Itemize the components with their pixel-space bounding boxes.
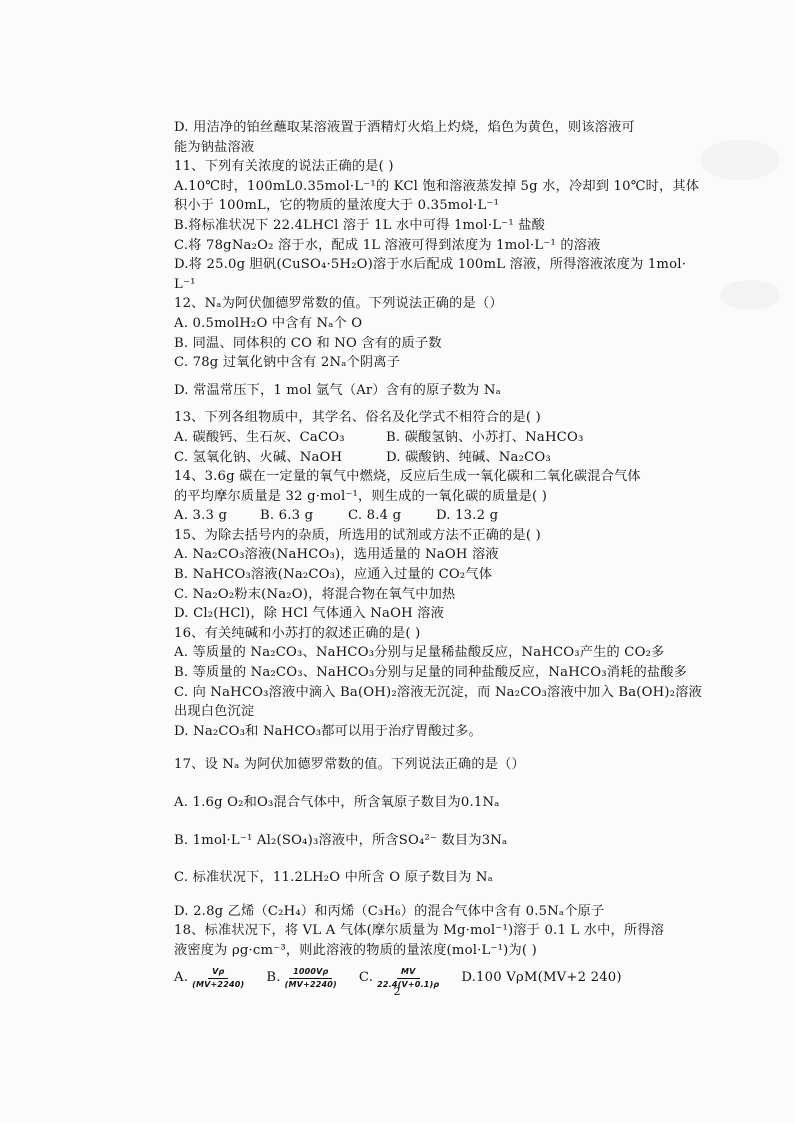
text-line: D. Cl₂(HCl)，除 HCl 气体通入 NaOH 溶液 [174, 606, 444, 622]
text-line: D. 用洁净的铂丝蘸取某溶液置于酒精灯火焰上灼烧，焰色为黄色，则该溶液可 [174, 120, 635, 135]
text-line: 液密度为 ρg·cm⁻³，则此溶液的物质的量浓度(mol·L⁻¹)为( ) [174, 942, 537, 958]
question-14: 14、3.6g 碳在一定量的氧气中燃烧，反应后生成一氧化碳和二氧化碳混合气体 [174, 469, 641, 485]
question-15: 15、为除去括号内的杂质，所选用的试剂或方法不正确的是( ) [174, 527, 541, 543]
text-line: 能为钠盐溶液 [174, 139, 255, 155]
option-d: D. 13.2 g [436, 508, 499, 524]
question-12: 12、Nₐ为阿伏伽德罗常数的值。下列说法正确的是（） [174, 296, 503, 312]
text-line: 积小于 100mL，它的物质的量浓度大于 0.35mol·L⁻¹ [174, 198, 500, 214]
text-line: A.10℃时，100mL0.35mol·L⁻¹的 KCl 饱和溶液蒸发掉 5g 水，冷却到 10℃时，其体 [174, 178, 700, 194]
text-line: B.将标准状况下 22.4LHCl 溶于 1L 水中可得 1mol·L⁻¹ 盐酸 [174, 217, 545, 233]
numerator: Vρ [208, 967, 228, 979]
option-a: A. 3.3 g [174, 508, 228, 524]
option-b: B. 1mol·L⁻¹ Al₂(SO₄)₃溶液中，所含SO₄²⁻ 数目为3Nₐ [174, 832, 508, 848]
text-line: 出现白色沉淀 [174, 704, 255, 720]
text-line: A. 等质量的 Na₂CO₃、NaHCO₃分别与足量稀盐酸反应，NaHCO₃产生的 CO₂多 [174, 645, 665, 661]
option-c: C. 8.4 g [348, 508, 402, 524]
question-16: 16、有关纯碱和小苏打的叙述正确的是( ) [174, 625, 421, 641]
text-line: A. Na₂CO₃溶液(NaHCO₃)，选用适量的 NaOH 溶液 [174, 547, 499, 563]
text-line: 的平均摩尔质量是 32 g·mol⁻¹，则生成的一氧化碳的质量是( ) [174, 488, 548, 504]
option-b: B. 6.3 g [260, 508, 314, 524]
numerator: 1000Vρ [289, 967, 332, 979]
text-line: C.将 78gNa₂O₂ 溶于水，配成 1L 溶液可得到浓度为 1mol·L⁻¹ 的溶液 [174, 237, 601, 253]
question-sheet [174, 118, 734, 990]
text-line: D.将 25.0g 胆矾(CuSO₄·5H₂O)溶于水后配成 100mL 溶液，所得溶液浓度为 1mol· [174, 257, 687, 273]
question-13: 13、下列各组物质中，其学名、俗名及化学式不相符合的是( ) [174, 410, 541, 426]
text-line: C. Na₂O₂粉末(Na₂O)，将混合物在氧气中加热 [174, 586, 456, 602]
text-line: D. 常温常压下，1 mol 氩气（Ar）含有的原子数为 Nₐ [174, 382, 501, 398]
text-line: C. 向 NaHCO₃溶液中滴入 Ba(OH)₂溶液无沉淀，而 Na₂CO₃溶液中加入 Ba(OH)₂溶液 [174, 684, 702, 700]
text-line: B. NaHCO₃溶液(Na₂CO₃)，应通入过量的 CO₂气体 [174, 567, 493, 583]
option-d: D.100 VρM(MV+2 240) [461, 970, 622, 986]
text-line: A. 0.5molH₂O 中含有 Nₐ个 O [174, 315, 363, 331]
text-line: C. 78g 过氧化钠中含有 2Nₐ个阴离子 [174, 355, 401, 371]
option-b: B. 碳酸氢钠、小苏打、NaHCO₃ [386, 429, 584, 445]
text-line: D. Na₂CO₃和 NaHCO₃都可以用于治疗胃酸过多。 [174, 723, 482, 739]
denominator: (MV+2240) [284, 979, 337, 989]
text-line: L⁻¹ [174, 276, 196, 292]
question-11: 11、下列有关浓度的说法正确的是( ) [174, 159, 394, 175]
page-number: 2 [393, 985, 401, 998]
denominator: 22.4(V+0.1)ρ [377, 979, 440, 989]
option-a: A. 碳酸钙、生石灰、CaCO₃ [174, 429, 345, 445]
option-row [174, 428, 734, 448]
question-18: 18、标准状况下，将 VL A 气体(摩尔质量为 Mg·mol⁻¹)溶于 0.1 L 水中，所得溶 [174, 923, 665, 939]
question-17: 17、设 Nₐ 为阿伏加德罗常数的值。下列说法正确的是（） [174, 757, 525, 773]
option-a: A. 1.6g O₂和O₃混合气体中，所含氧原子数目为0.1Nₐ [174, 795, 500, 810]
text-line: B. 等质量的 Na₂CO₃、NaHCO₃分别与足量的同种盐酸反应，NaHCO₃消耗的盐酸多 [174, 665, 688, 681]
option-row [174, 506, 734, 526]
option-c-label: C. [358, 970, 374, 986]
option-c: C. 标准状况下，11.2LH₂O 中所含 O 原子数目为 Nₐ [174, 870, 493, 886]
text-line: B. 同温、同体积的 CO 和 NO 含有的质子数 [174, 335, 442, 351]
option-d: D. 2.8g 乙烯（C₂H₄）和丙烯（C₃H₆）的混合气体中含有 0.5Nₐ个原子 [174, 903, 605, 919]
option-row [174, 448, 734, 468]
numerator: MV [397, 967, 420, 979]
option-b-label: B. [266, 970, 281, 986]
option-c: C. 氢氧化钠、火碱、NaOH [174, 449, 343, 465]
denominator: (MV+2240) [192, 979, 245, 989]
option-a-label: A. [174, 970, 189, 986]
option-d: D. 碳酸钠、纯碱、Na₂CO₃ [386, 449, 551, 465]
